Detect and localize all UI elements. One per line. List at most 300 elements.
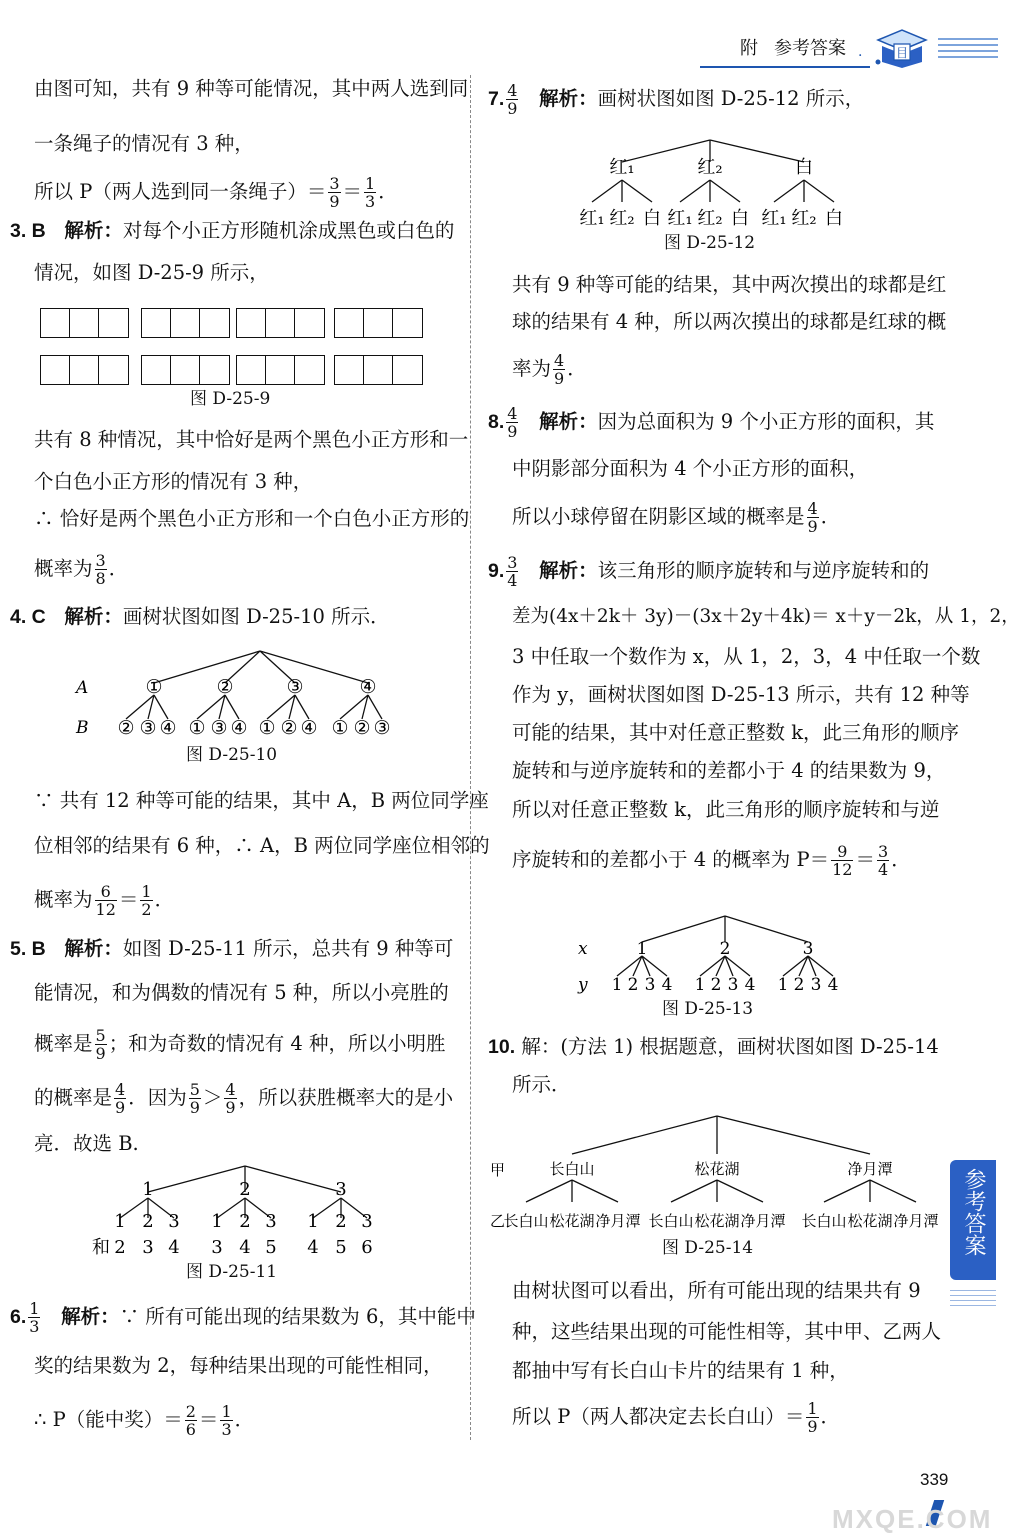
- equals: ＝: [855, 848, 875, 871]
- q9-label: 解析：: [539, 560, 598, 582]
- q7-answer: [506, 82, 518, 117]
- tree-leaf-node: ①: [188, 717, 206, 739]
- q10-fraction: [806, 1400, 818, 1435]
- tree-leaf-node: ②: [117, 717, 135, 739]
- tree-leaf-branch: [340, 695, 368, 719]
- tree-leaf-branch: [225, 695, 239, 719]
- tree-leaf-node: 红₂: [697, 208, 723, 229]
- tree-top-node: ③: [286, 676, 304, 698]
- frac-den: 9: [507, 422, 518, 441]
- q9-line6: 旋转和与逆序旋转和的差都小于 4 的结果数为 9，: [512, 759, 946, 782]
- q8-fraction: [807, 500, 819, 535]
- tree-leaf-node: 净月潭: [740, 1212, 786, 1230]
- tree-d-25-12-svg: [570, 136, 870, 234]
- tree-leaf-node: 1: [114, 1211, 126, 1232]
- tree-leaf-node: 1: [694, 975, 706, 995]
- tree-leaf-node: 红₁: [761, 208, 787, 229]
- q10-line6-text: 所以 P（两人都决定去长白山）＝: [512, 1405, 805, 1428]
- frac-den: 9: [507, 99, 518, 118]
- q4-line2: ∵ 共有 12 种等可能的结果，其中 A，B 两位同学座: [34, 789, 489, 812]
- frac-num: 4: [807, 499, 818, 518]
- tree-leaf-node: 4: [661, 975, 673, 995]
- side-tab-stripes: [950, 1290, 996, 1306]
- header-rule: [700, 66, 870, 68]
- tree-leaf-branch: [700, 956, 725, 976]
- frac-den: 9: [329, 192, 340, 211]
- q6-fraction-2: [220, 1403, 232, 1438]
- q5-line1: [10, 936, 453, 962]
- frac-num: 4: [115, 1080, 126, 1099]
- q7-line2: 共有 9 种等可能的结果，其中两次摸出的球都是红: [512, 273, 947, 296]
- tree-leaf-branch: [617, 956, 642, 976]
- q10-number: 10.: [488, 1036, 516, 1058]
- q4-fraction-2: [140, 883, 152, 918]
- figure-caption-d-25-9: 图 D-25-9: [190, 389, 271, 409]
- period: ．: [378, 180, 398, 203]
- tree-leaf-branch: [592, 180, 622, 202]
- q3-line4: 个白色小正方形的情况有 3 种，: [34, 470, 313, 493]
- frac-den: 9: [225, 1098, 236, 1117]
- tree-leaf-node: 松花湖: [694, 1212, 740, 1230]
- frac-den: 9: [95, 1044, 106, 1063]
- period: ．: [820, 505, 841, 528]
- q10-line1: [488, 1034, 939, 1060]
- tree-top-node: 2: [719, 939, 731, 959]
- tree-leaf-node: 长白山: [648, 1212, 694, 1230]
- tree-root-branch: [245, 1166, 341, 1192]
- frac-den: 9: [807, 517, 818, 536]
- frac-num: 3: [878, 842, 889, 861]
- q7-fraction: [553, 352, 565, 387]
- tree-top-node: 红₂: [697, 157, 723, 178]
- q6-line3-text: ∴ P（能中奖）＝: [34, 1408, 183, 1431]
- p1-fraction-1: [328, 175, 340, 210]
- q3-text: 对每个小正方形随机涂成黑色或白色的: [122, 219, 455, 242]
- frac-num: 4: [507, 81, 518, 100]
- figure-caption-d-25-14: 图 D-25-14: [662, 1238, 754, 1258]
- square-divider: [265, 355, 295, 385]
- p1-fraction-2: [364, 175, 376, 210]
- tree-leaf-branch: [783, 956, 808, 976]
- frac-num: 4: [554, 351, 565, 370]
- q9-line2: 差为(4x＋2k＋ 3y)－(3x＋2y＋4k)＝ x＋y－2k，从 1，2，: [512, 606, 1020, 627]
- tree-leaf-branch: [368, 695, 382, 719]
- tree-leaf-branch: [717, 1180, 763, 1202]
- q4-label: 解析：: [64, 606, 123, 628]
- tree-root-branch: [148, 1166, 245, 1192]
- tree-root-branch: [717, 1116, 870, 1154]
- figure-d-25-9: [40, 308, 430, 388]
- frac-den: 9: [189, 1098, 200, 1117]
- square-divider: [170, 355, 200, 385]
- tree-d-25-12: [570, 136, 870, 234]
- tree-leaf-node: ③: [139, 717, 157, 739]
- tree-leaf-branch: [126, 695, 154, 719]
- q5-line3-text-b: ；和为奇数的情况有 4 种，所以小明胜: [108, 1032, 446, 1055]
- tree-sum-node: 5: [335, 1237, 347, 1258]
- square-divider: [69, 308, 99, 338]
- frac-den: 4: [878, 860, 889, 879]
- q6-line1: [10, 1300, 476, 1335]
- frac-num: 3: [507, 553, 518, 572]
- tree-d-25-14-svg: [484, 1110, 939, 1235]
- tree-leaf-branch: [680, 180, 710, 202]
- q4-number: 4. C: [10, 606, 46, 628]
- q9-number: 9.: [488, 560, 505, 582]
- tree-leaf-node: 3: [644, 975, 656, 995]
- tree-leaf-node: ②: [353, 717, 371, 739]
- tree-leaf-branch: [804, 180, 834, 202]
- frac-den: 9: [115, 1098, 126, 1117]
- q10-line5: 都抽中写有长白山卡片的结果有 1 种，: [512, 1359, 849, 1382]
- figure-caption-d-25-11: 图 D-25-11: [186, 1262, 278, 1282]
- frac-num: 1: [807, 1399, 818, 1418]
- q5-fraction-1: [95, 1027, 107, 1062]
- tree-leaf-node: 1: [611, 975, 623, 995]
- tree-top-node: ②: [216, 676, 234, 698]
- tree-top-node: 松花湖: [694, 1160, 740, 1178]
- tree-leaf-node: 3: [265, 1211, 277, 1232]
- frac-num: 1: [29, 1299, 40, 1318]
- tree-leaf-node: ④: [300, 717, 318, 739]
- q9-line8: [512, 843, 911, 878]
- tree-root-branch: [572, 1116, 717, 1154]
- frac-den: 3: [365, 192, 376, 211]
- q9-line3: 3 中任取一个数作为 x，从 1，2，3，4 中任取一个数: [512, 645, 981, 668]
- header-dot: ·: [858, 48, 863, 64]
- tree-d-25-14: [484, 1110, 939, 1235]
- q8-number: 8.: [488, 411, 505, 433]
- q5-fraction-3: [189, 1081, 201, 1116]
- frac-den: 3: [29, 1317, 40, 1336]
- q5-fraction-4: [224, 1081, 236, 1116]
- q10-text: 解：(方法 1) 根据题意，画树状图如图 D-25-14: [521, 1035, 939, 1058]
- figure-caption-d-25-13: 图 D-25-13: [662, 999, 754, 1019]
- tree-leaf-branch: [774, 180, 804, 202]
- frac-den: 12: [832, 860, 853, 879]
- frac-den: 12: [95, 900, 116, 919]
- tree-leaf-node: ①: [258, 717, 276, 739]
- frac-num: 4: [507, 404, 518, 423]
- watermark: MXQE.COM: [832, 1504, 993, 1534]
- q9-line5: 可能的结果，其中对任意正整数 k，此三角形的顺序: [512, 721, 960, 744]
- q4-line4-text: 概率为: [34, 888, 93, 911]
- tree-sum-node: 4: [307, 1237, 319, 1258]
- tree-leaf-node: 3: [168, 1211, 180, 1232]
- tree-leaf-node: 红₁: [667, 208, 693, 229]
- q5-line4-text-c: ，所以获胜概率大的是小: [238, 1086, 454, 1109]
- frac-num: 6: [95, 883, 117, 901]
- q5-line3: [34, 1027, 446, 1062]
- frac-num: 5: [189, 1080, 200, 1099]
- tree-top-node: 3: [335, 1179, 347, 1200]
- tree-leaf-branch: [824, 1180, 870, 1202]
- frac-num: 9: [831, 843, 853, 861]
- q5-line4-text-a: 的概率是: [34, 1086, 113, 1109]
- tree-sum-node: 2: [114, 1237, 126, 1258]
- q3-line5: ∴ 恰好是两个黑色小正方形和一个白色小正方形的: [34, 507, 470, 530]
- equals: ＝: [342, 180, 363, 203]
- q5-number: 5. B: [10, 938, 46, 960]
- tree-d-25-11-svg: [80, 1162, 400, 1262]
- frac-den: 4: [507, 571, 518, 590]
- frac-den: 3: [221, 1420, 232, 1439]
- q7-label: 解析：: [539, 88, 598, 110]
- tree-leaf-branch: [526, 1180, 572, 1202]
- tree-top-node: 红₁: [609, 157, 635, 178]
- q8-label: 解析：: [539, 411, 598, 433]
- q6-number: 6.: [10, 1306, 27, 1328]
- q6-text: ∵ 所有可能出现的结果数为 6，其中能中: [119, 1305, 476, 1328]
- tree-leaf-node: 白: [825, 208, 843, 229]
- period: ．: [108, 557, 129, 580]
- q8-text: 因为总面积为 9 个小正方形的面积，其: [597, 410, 935, 433]
- tree-sum-label: 和: [92, 1237, 110, 1258]
- square-divider: [265, 308, 295, 338]
- q3-line2: 情况，如图 D-25-9 所示，: [34, 261, 269, 284]
- q7-number: 7.: [488, 88, 505, 110]
- q5-label: 解析：: [64, 938, 123, 960]
- column-divider: [470, 75, 471, 1440]
- tree-row-label-jia: 甲: [490, 1161, 506, 1179]
- q6-answer: [28, 1300, 40, 1335]
- tree-leaf-node: 3: [361, 1211, 373, 1232]
- tree-leaf-node: 2: [627, 975, 639, 995]
- q9-fraction-2: [877, 843, 889, 878]
- tree-leaf-node: 红₁: [579, 208, 605, 229]
- tree-leaf-node: ④: [230, 717, 248, 739]
- q5-fraction-2: [114, 1081, 126, 1116]
- frac-den: 9: [554, 369, 565, 388]
- tree-leaf-node: 2: [142, 1211, 154, 1232]
- q5-line5: 亮．故选 B.: [34, 1132, 139, 1155]
- q7-text: 画树状图如图 D-25-12 所示，: [597, 87, 865, 110]
- q5-line3-text-a: 概率是: [34, 1032, 93, 1055]
- tree-leaf-node: 2: [239, 1211, 251, 1232]
- header-book-icon: [872, 22, 932, 68]
- tree-leaf-node: 长白山: [801, 1212, 847, 1230]
- page-number: 339: [920, 1470, 949, 1489]
- svg-text:目: 目: [895, 46, 909, 60]
- tree-sum-node: 6: [361, 1237, 373, 1258]
- equals: ＝: [118, 888, 139, 911]
- frac-num: 3: [95, 551, 106, 570]
- tree-sum-node: 5: [265, 1237, 277, 1258]
- q5-line4: [34, 1081, 453, 1116]
- tree-leaf-node: 3: [727, 975, 739, 995]
- tree-leaf-node: ③: [210, 717, 228, 739]
- tree-top-node: 净月潭: [847, 1160, 893, 1178]
- tree-leaf-branch: [295, 695, 309, 719]
- frac-num: 1: [221, 1402, 232, 1421]
- q3-line6-text: 概率为: [34, 557, 93, 580]
- q8-line2: 中阴影部分面积为 4 个小正方形的面积，: [512, 457, 869, 480]
- tree-leaf-node: 1: [307, 1211, 319, 1232]
- q9-text: 该三角形的顺序旋转和与逆序旋转和的: [597, 559, 930, 582]
- period: ．: [820, 1405, 841, 1428]
- q10-line2: 所示．: [512, 1073, 571, 1096]
- tree-top-node: 1: [636, 939, 648, 959]
- tree-leaf-node: 红₂: [791, 208, 817, 229]
- header-section: 附: [740, 38, 758, 59]
- tree-row-label-x: x: [578, 939, 588, 959]
- q3-label: 解析：: [64, 220, 123, 242]
- q4-text: 画树状图如图 D-25-10 所示．: [122, 605, 390, 628]
- q7-line4-text: 率为: [512, 357, 552, 380]
- tree-top-node: 1: [142, 1179, 154, 1200]
- tree-leaf-branch: [154, 695, 168, 719]
- tree-leaf-node: 净月潭: [893, 1212, 939, 1230]
- tree-top-node: ④: [359, 676, 377, 698]
- square-divider: [170, 308, 200, 338]
- tree-leaf-node: ④: [159, 717, 177, 739]
- tree-leaf-node: 2: [793, 975, 805, 995]
- q7-line4: [512, 352, 587, 387]
- frac-num: 3: [329, 174, 340, 193]
- q3-line1: [10, 218, 454, 244]
- q8-line1: [488, 405, 934, 440]
- tree-root-branch: [710, 140, 804, 162]
- tree-leaf-node: 4: [827, 975, 839, 995]
- q9-line1: [488, 554, 929, 589]
- q3-fraction: [95, 552, 107, 587]
- period: ．: [234, 1408, 255, 1431]
- period: ．: [154, 888, 175, 911]
- tree-leaf-node: 净月潭: [595, 1212, 641, 1230]
- tree-leaf-node: 1: [211, 1211, 223, 1232]
- q4-line1: [10, 604, 390, 630]
- tree-leaf-branch: [710, 180, 740, 202]
- tree-leaf-node: 1: [777, 975, 789, 995]
- tree-top-node: 白: [795, 157, 813, 178]
- tree-leaf-node: 白: [731, 208, 749, 229]
- tree-leaf-branch: [671, 1180, 717, 1202]
- square-divider: [363, 355, 393, 385]
- q3-line3: 共有 8 种情况，其中恰好是两个黑色小正方形和一: [34, 428, 469, 451]
- q8-line3-text: 所以小球停留在阴影区域的概率是: [512, 505, 805, 528]
- tree-sum-node: 4: [239, 1237, 251, 1258]
- tree-leaf-node: ②: [280, 717, 298, 739]
- q9-line7: 所以对任意正整数 k，此三角形的顺序旋转和与逆: [512, 798, 940, 821]
- q9-line4: 作为 y，画树状图如图 D-25-13 所示，共有 12 种等: [512, 683, 970, 706]
- equals: ＝: [198, 1408, 219, 1431]
- q10-line6: [512, 1400, 840, 1435]
- p1-line2: 一条绳子的情况有 3 种，: [34, 132, 254, 155]
- tree-top-node: ①: [145, 676, 163, 698]
- tree-top-node: 3: [802, 939, 814, 959]
- q8-answer: [506, 405, 518, 440]
- period: ．: [567, 357, 587, 380]
- tree-leaf-node: ①: [331, 717, 349, 739]
- tree-root-branch: [725, 916, 808, 942]
- tree-leaf-node: 4: [744, 975, 756, 995]
- q6-line2: 奖的结果数为 2，每种结果出现的可能性相同，: [34, 1354, 443, 1377]
- q10-line3: 由树状图可以看出，所有可能出现的结果共有 9: [512, 1279, 921, 1302]
- q7-line1: [488, 82, 864, 117]
- tree-d-25-11: [80, 1162, 400, 1262]
- frac-den: 9: [807, 1417, 818, 1436]
- q5-text: 如图 D-25-11 所示，总共有 9 种等可: [122, 937, 454, 960]
- frac-den: 2: [141, 900, 152, 919]
- tree-sum-node: 3: [142, 1237, 154, 1258]
- q10-line4: 种，这些结果出现的可能性相等，其中甲、乙两人: [512, 1320, 942, 1343]
- figure-caption-d-25-10: 图 D-25-10: [186, 745, 278, 765]
- p1-line3: [34, 175, 398, 210]
- frac-num: 4: [225, 1080, 236, 1099]
- square-divider: [69, 355, 99, 385]
- q9-fraction-1: [831, 843, 853, 878]
- figure-caption-d-25-12: 图 D-25-12: [664, 233, 756, 253]
- q5-line2: 能情况，和为偶数的情况有 5 种，所以小亮胜的: [34, 981, 449, 1004]
- tree-root-branch: [154, 651, 260, 683]
- q5-line4-text-b: ．因为: [128, 1086, 187, 1109]
- p1-line3-text: 所以 P（两人选到同一条绳子）＝: [34, 180, 327, 203]
- tree-row-label-a: A: [76, 678, 89, 698]
- tree-leaf-node: 松花湖: [549, 1212, 595, 1230]
- side-tab-label: 参考答案: [961, 1168, 986, 1256]
- q9-line8-text: 序旋转和的差都小于 4 的概率为 P＝: [512, 848, 830, 871]
- q6-label: 解析：: [61, 1306, 120, 1328]
- tree-sum-node: 4: [168, 1237, 180, 1258]
- tree-leaf-branch: [197, 695, 225, 719]
- q9-answer: [506, 554, 518, 589]
- side-tab: [950, 1160, 996, 1280]
- tree-top-node: 2: [239, 1179, 251, 1200]
- q3-line6: [34, 552, 128, 587]
- header-stripes: [938, 38, 998, 60]
- tree-leaf-node: ③: [373, 717, 391, 739]
- q6-line3: [34, 1403, 254, 1438]
- header-title: 参考答案: [774, 38, 846, 59]
- tree-sum-node: 3: [211, 1237, 223, 1258]
- tree-leaf-node: 3: [810, 975, 822, 995]
- tree-root-branch: [260, 651, 368, 683]
- tree-leaf-branch: [870, 1180, 916, 1202]
- tree-row-label-b: B: [76, 718, 89, 738]
- q4-line3: 位相邻的结果有 6 种，∴ A，B 两位同学座位相邻的: [34, 834, 490, 857]
- frac-num: 1: [365, 174, 376, 193]
- tree-d-25-13: [572, 912, 862, 1000]
- tree-leaf-node: 红₂: [609, 208, 635, 229]
- p1-line1: 由图可知，共有 9 种等可能情况，其中两人选到同: [34, 77, 469, 100]
- tree-leaf-node: 2: [335, 1211, 347, 1232]
- q8-line3: [512, 500, 840, 535]
- frac-den: 8: [95, 569, 106, 588]
- tree-root-branch: [642, 916, 725, 942]
- period: ．: [891, 848, 911, 871]
- frac-num: 5: [95, 1026, 106, 1045]
- tree-d-25-10: [60, 645, 460, 745]
- tree-leaf-node: 长白山: [503, 1212, 549, 1230]
- frac-den: 6: [185, 1420, 196, 1439]
- tree-row-label-yi: 乙: [490, 1212, 506, 1230]
- tree-leaf-node: 2: [710, 975, 722, 995]
- tree-d-25-10-svg: [60, 645, 460, 745]
- tree-d-25-13-svg: [572, 912, 862, 1000]
- tree-row-label-y: y: [578, 975, 588, 995]
- tree-top-node: 长白山: [549, 1160, 595, 1178]
- frac-num: 1: [141, 882, 152, 901]
- q4-line4: [34, 883, 174, 918]
- tree-leaf-branch: [572, 1180, 618, 1202]
- square-divider: [363, 308, 393, 338]
- q6-fraction-1: [185, 1403, 197, 1438]
- tree-leaf-node: 松花湖: [847, 1212, 893, 1230]
- q3-number: 3. B: [10, 220, 46, 242]
- greater-than: ＞: [202, 1086, 223, 1109]
- tree-leaf-node: 白: [643, 208, 661, 229]
- header-bar: [740, 36, 870, 64]
